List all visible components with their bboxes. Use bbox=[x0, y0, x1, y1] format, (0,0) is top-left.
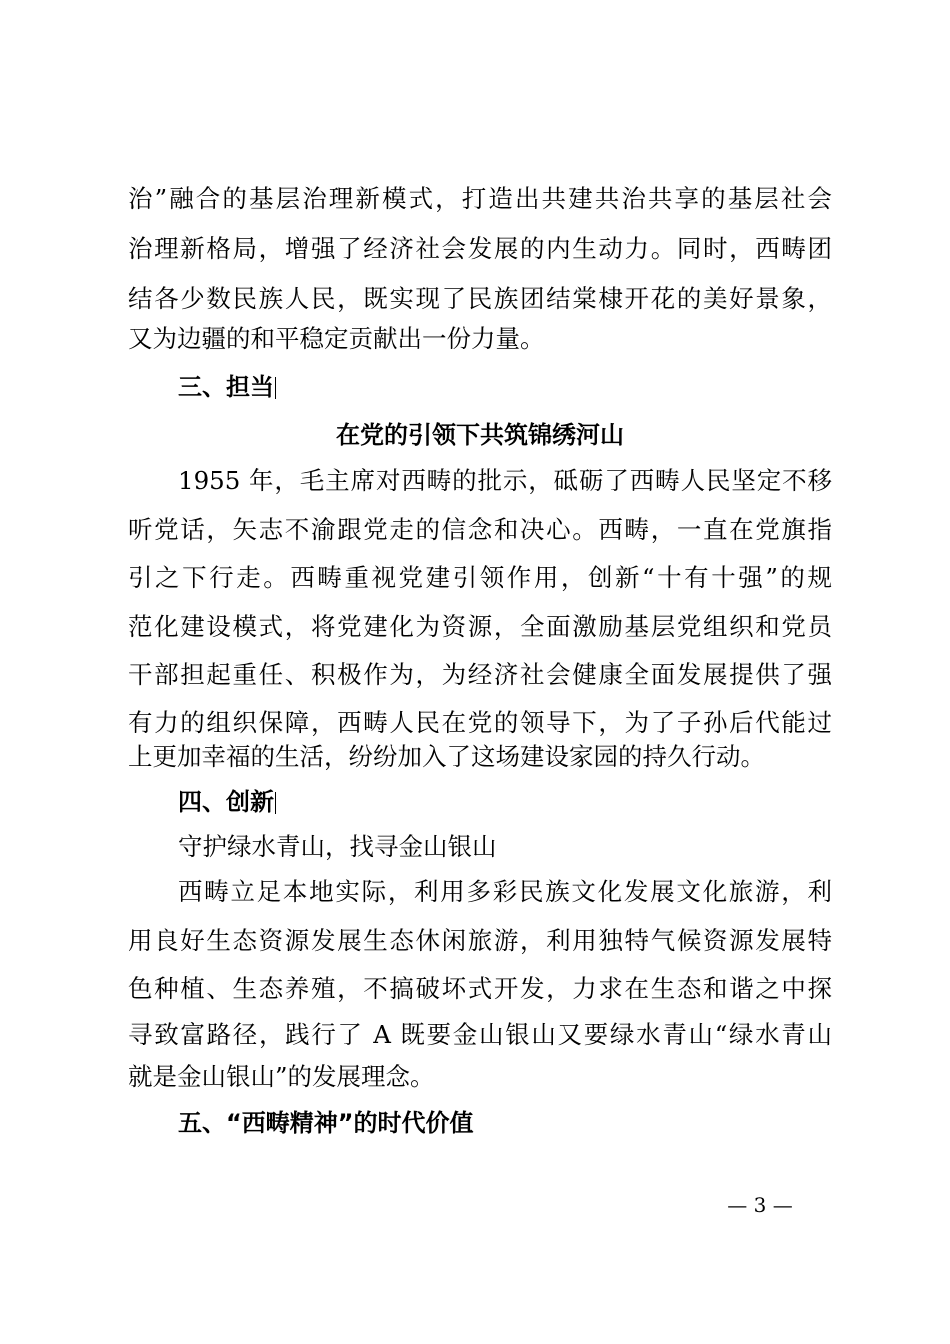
paragraph-line: 用良好生态资源发展生态休闲旅游，利用独特气候资源发展特 bbox=[128, 926, 832, 955]
text-cursor bbox=[275, 377, 276, 399]
paragraph-line: 就是金山银山”的发展理念。 bbox=[128, 1062, 435, 1091]
paragraph-line: 听党话，矢志不渝跟党走的信念和决心。西畴，一直在党旗指 bbox=[128, 515, 832, 544]
paragraph-line: 寻致富路径，践行了 A 既要金山银山又要绿水青山“绿水青山 bbox=[128, 1020, 832, 1049]
paragraph-line: 上更加幸福的生活，纷纷加入了这场建设家园的持久行动。 bbox=[128, 742, 765, 771]
section-heading-4-text: 四、创新 bbox=[178, 788, 274, 816]
paragraph-line: 结各少数民族人民，既实现了民族团结棠棣开花的美好景象， bbox=[128, 284, 832, 313]
section-heading-3 bbox=[178, 365, 832, 409]
page-number: — 3 — bbox=[727, 1193, 793, 1217]
paragraph-line: 1955 年，毛主席对西畴的批示，砥砺了西畴人民坚定不移 bbox=[178, 466, 832, 495]
paragraph-line: 范化建设模式，将党建化为资源，全面激励基层党组织和党员 bbox=[128, 612, 832, 641]
paragraph-line: 又为边疆的和平稳定贡献出一份力量。 bbox=[128, 324, 545, 353]
paragraph-line: 治”融合的基层治理新模式，打造出共建共治共享的基层社会 bbox=[128, 184, 832, 213]
section-heading-3-text: 三、担当 bbox=[178, 373, 274, 401]
section-heading-4 bbox=[178, 780, 832, 824]
section-heading-5: 五、“西畴精神”的时代价值 bbox=[178, 1109, 474, 1137]
text-cursor bbox=[275, 792, 276, 814]
paragraph-line: 西畴立足本地实际，利用多彩民族文化发展文化旅游，利 bbox=[178, 877, 832, 906]
paragraph-line: 引之下行走。西畴重视党建引领作用，创新“十有十强”的规 bbox=[128, 563, 832, 592]
section-subtitle-3: 在党的引领下共筑锦绣河山 bbox=[336, 420, 624, 449]
paragraph-line: 有力的组织保障，西畴人民在党的领导下，为了子孙后代能过 bbox=[128, 708, 832, 737]
section-subtitle-4: 守护绿水青山，找寻金山银山 bbox=[178, 832, 497, 861]
paragraph-line: 治理新格局，增强了经济社会发展的内生动力。同时，西畴团 bbox=[128, 234, 832, 263]
paragraph-line: 色种植、生态养殖，不搞破坏式开发，力求在生态和谐之中探 bbox=[128, 974, 832, 1003]
paragraph-line: 干部担起重任、积极作为，为经济社会健康全面发展提供了强 bbox=[128, 660, 832, 689]
